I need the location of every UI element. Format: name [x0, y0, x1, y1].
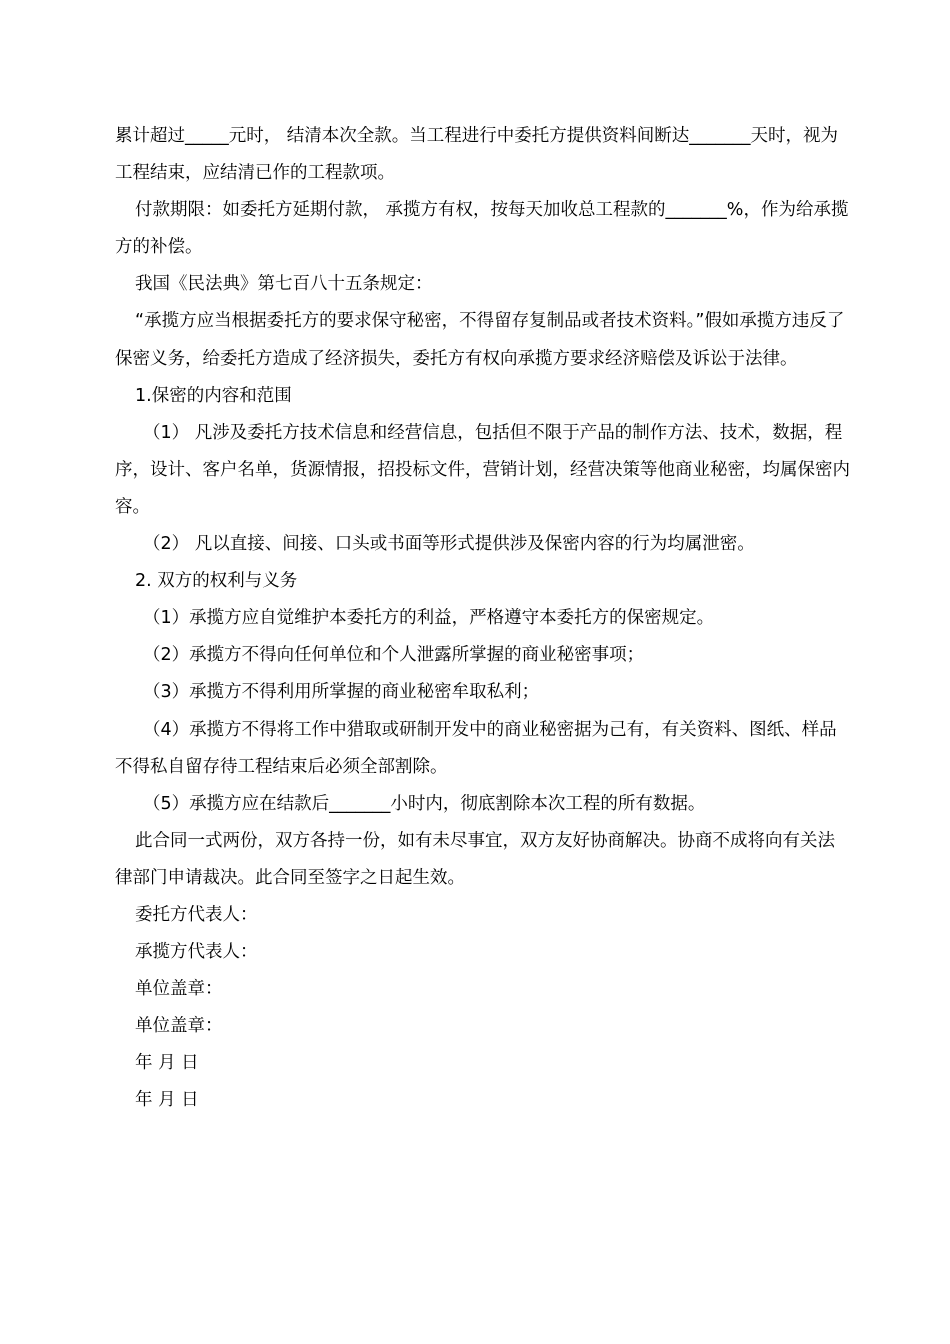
- contractor-representative-label: 承揽方代表人：: [135, 942, 258, 963]
- obligation-item-5: （5）承揽方应在结款后_______小时内，彻底割除本次工程的所有数据。: [143, 793, 706, 814]
- company-seal-label-2: 单位盖章：: [135, 1016, 223, 1037]
- confidentiality-quote-paragraph: “承揽方应当根据委托方的要求保守秘密，不得留存复制品或者技术资料。”假如承揽方违反了保密义务，给委托方造成了经济损失，委托方有权向承揽方要求经济赔偿及诉讼于法律。: [115, 311, 845, 369]
- payment-deadline-paragraph: 付款期限：如委托方延期付款， 承揽方有权，按每天加收总工程款的_______%，作为给承揽方的补偿。: [115, 200, 849, 258]
- company-seal-label-1: 单位盖章：: [135, 979, 223, 1000]
- obligation-item-1: （1）承揽方应自觉维护本委托方的利益，严格遵守本委托方的保密规定。: [143, 608, 715, 629]
- contract-page: [115, 118, 850, 1120]
- client-representative-label: 委托方代表人：: [135, 904, 258, 925]
- date-line-2: 年 月 日: [135, 1090, 199, 1111]
- obligation-item-4: （4）承揽方不得将工作中猎取或研制开发中的商业秘密据为己有，有关资料、图纸、样品不得私自留存待工程结束后必须全部割除。: [115, 719, 837, 777]
- scope-item-2: （2） 凡以直接、间接、口头或书面等形式提供涉及保密内容的行为均属泄密。: [143, 534, 755, 555]
- civil-code-reference: 我国《民法典》第七百八十五条规定：: [135, 274, 433, 295]
- obligation-item-2: （2）承揽方不得向任何单位和个人泄露所掌握的商业秘密事项；: [143, 645, 645, 666]
- payment-terms-paragraph: 累计超过_____元时， 结清本次全款。当工程进行中委托方提供资料间断达_______天时，视为工程结束，应结清已作的工程款项。: [115, 126, 839, 184]
- section-heading-rights-obligations: 2. 双方的权利与义务: [135, 571, 298, 592]
- section-heading-confidential-scope: 1.保密的内容和范围: [135, 385, 292, 406]
- scope-item-1: （1） 凡涉及委托方技术信息和经营信息，包括但不限于产品的制作方法、技术，数据，程序，设计、客户名单，货源情报，招投标文件，营销计划，经营决策等他商业秘密，均属保密内容。: [115, 422, 850, 517]
- obligation-item-3: （3）承揽方不得利用所掌握的商业秘密牟取私利；: [143, 682, 540, 703]
- date-line-1: 年 月 日: [135, 1053, 199, 1074]
- contract-copies-paragraph: 此合同一式两份，双方各持一份，如有未尽事宜，双方友好协商解决。协商不成将向有关法律部门申请裁决。此合同至签字之日起生效。: [115, 830, 835, 888]
